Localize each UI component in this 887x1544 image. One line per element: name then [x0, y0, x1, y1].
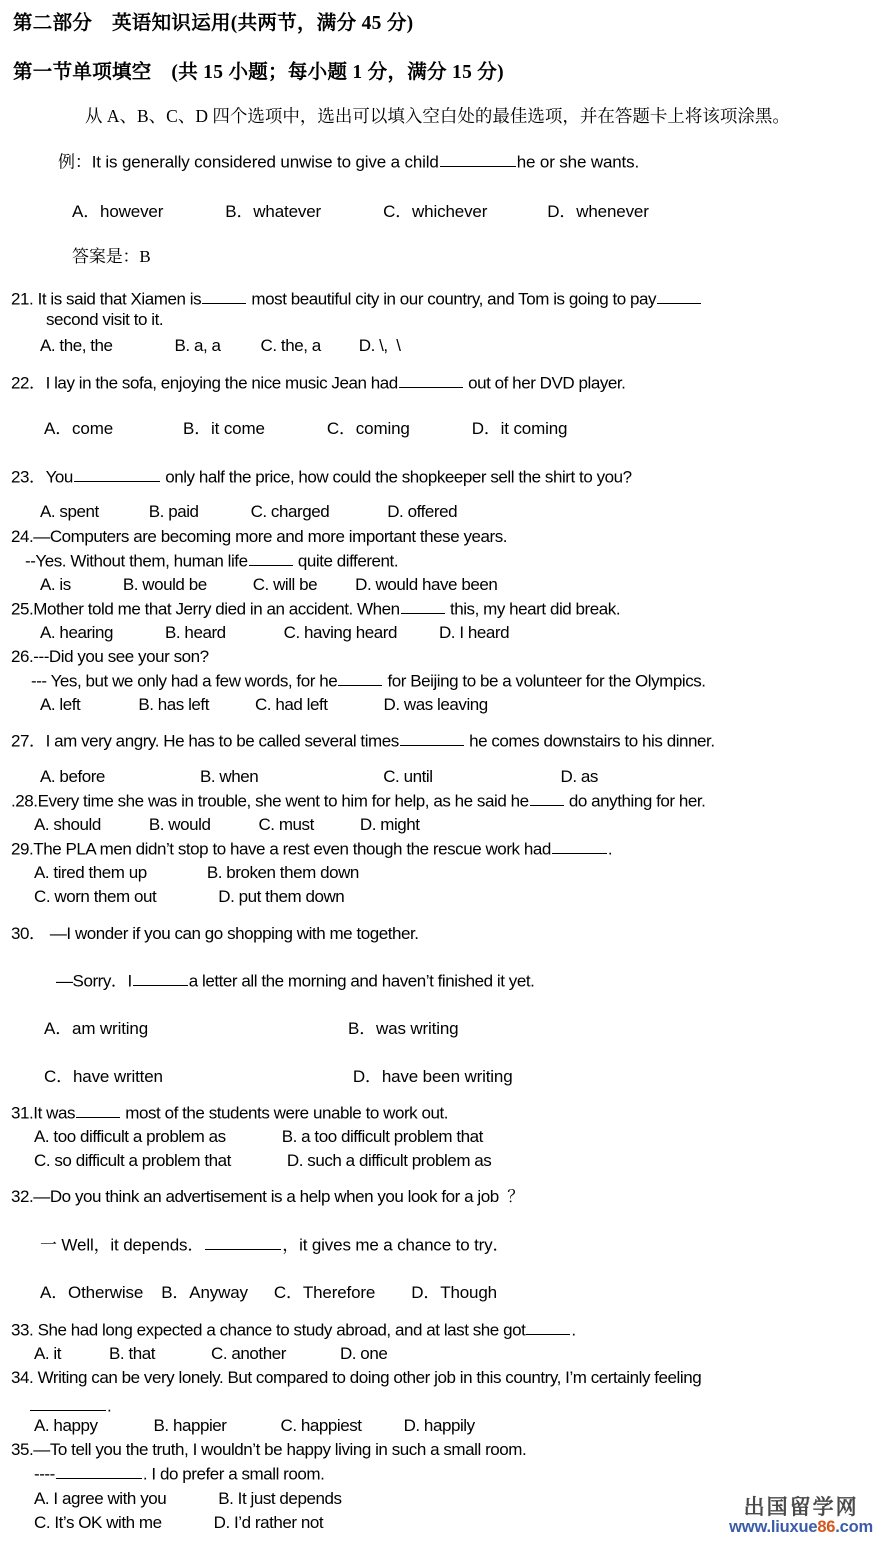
option-c: C. will be — [252, 575, 318, 594]
stem-b: quite different. — [297, 551, 399, 571]
question-22-stem — [11, 373, 625, 392]
watermark-url-accent: 86 — [817, 1517, 836, 1536]
example-options — [72, 202, 649, 221]
option-a: A. before — [40, 767, 105, 786]
blank — [399, 373, 463, 388]
line1: Writing can be very lonely. But compared to doing other job in this country, I’m certainly feeling — [37, 1368, 702, 1387]
watermark-site-name: 出国留学网 — [743, 1494, 859, 1519]
question-23-stem — [11, 467, 632, 486]
example-stem-after: he or she wants. — [516, 152, 640, 172]
option-c: C．have written — [44, 1067, 163, 1086]
option-b: B．Anyway — [161, 1283, 248, 1302]
question-21-line2: second visit to it. — [46, 310, 164, 329]
option-b: B. heard — [165, 623, 226, 642]
option-d: D. \, \ — [358, 336, 401, 355]
option-d: D. was leaving — [383, 695, 488, 714]
stem-b: this, my heart did break. — [449, 599, 621, 619]
stem-a: I lay in the sofa, enjoying the nice music Jean had — [45, 373, 398, 393]
stem-b: a letter all the morning and haven’t finished it yet. — [188, 971, 535, 991]
question-22-options — [44, 419, 567, 438]
blank — [526, 1320, 570, 1335]
blank — [530, 791, 564, 806]
option-a: A．however — [72, 202, 164, 221]
option-b: B. It just depends — [218, 1489, 342, 1508]
option-c: C．whichever — [383, 202, 488, 221]
question-number: 21. — [11, 289, 34, 309]
question-number: 22． — [11, 373, 46, 393]
blank — [401, 599, 445, 614]
option-a: A. should — [34, 815, 101, 834]
option-b: B．whatever — [225, 202, 322, 221]
question-30-line2 — [56, 971, 534, 990]
stem-a: She had long expected a chance to study abroad, and at last she got — [37, 1320, 526, 1340]
option-b: B. would — [148, 815, 211, 834]
question-number: 32. — [11, 1187, 34, 1206]
option-d: D. happily — [403, 1416, 475, 1435]
directions-text: 从 A、B、C、D 四个选项中，选出可以填入空白处的最佳选项，并在答题卡上将该项涂黑。 — [85, 106, 790, 126]
option-b: B. broken them down — [206, 863, 359, 882]
option-a: A. spent — [40, 502, 99, 521]
line1: —Do you think an advertisement is a help when you look for a job ？ — [33, 1187, 524, 1206]
stem-b: he comes downstairs to his dinner. — [469, 731, 715, 751]
question-number: 26. — [11, 647, 34, 666]
option-d: D. I heard — [438, 623, 510, 642]
stem-b: ，it gives me a chance to try． — [282, 1235, 510, 1255]
question-29-options-row1 — [34, 863, 359, 882]
question-29-options-row2 — [34, 887, 344, 906]
watermark-url-part1: www.liuxue — [729, 1517, 818, 1536]
option-a: A. happy — [34, 1416, 98, 1435]
option-c: C. must — [258, 815, 314, 834]
option-c: C. until — [383, 767, 433, 786]
stem-a: Mother told me that Jerry died in an accident. When — [33, 599, 400, 619]
option-d: D．Though — [411, 1283, 497, 1302]
option-d: D. would have been — [355, 575, 498, 594]
blank — [552, 839, 607, 854]
stem-b: only half the price, how could the shopkeeper sell the shirt to you? — [165, 467, 632, 487]
option-c: C. It’s OK with me — [34, 1513, 162, 1532]
option-a: A. left — [40, 695, 81, 714]
option-d: D. such a difficult problem as — [286, 1151, 492, 1170]
question-30-line1 — [11, 924, 419, 943]
question-31-options-row1 — [34, 1127, 483, 1146]
option-b: B. paid — [148, 502, 199, 521]
question-number: 25. — [11, 599, 34, 619]
option-c: C. worn them out — [34, 887, 157, 906]
blank — [76, 1103, 120, 1118]
stem-b: . — [571, 1320, 576, 1340]
blank — [400, 731, 464, 746]
blank — [249, 551, 293, 566]
question-32-line2 — [40, 1235, 509, 1254]
stem-b: for Beijing to be a volunteer for the Olympics. — [387, 671, 706, 691]
blank — [74, 467, 160, 482]
question-26-line2 — [31, 671, 706, 690]
option-c: C. charged — [250, 502, 330, 521]
example-label: 例： — [58, 152, 92, 172]
question-number: 31. — [11, 1103, 34, 1123]
option-d: D．have been writing — [352, 1067, 513, 1086]
stem-a: ---- — [34, 1464, 55, 1484]
question-32-options — [40, 1283, 497, 1302]
stem-b: most beautiful city in our country, and Tom is going to pay — [251, 289, 657, 309]
option-c: C. happiest — [280, 1416, 362, 1435]
option-a: A. it — [34, 1344, 62, 1363]
option-a: A. hearing — [40, 623, 113, 642]
line1: ---Did you see your son? — [33, 647, 209, 666]
stem-a: The PLA men didn’t stop to have a rest even though the rescue work had — [33, 839, 551, 859]
question-32-line1 — [11, 1187, 524, 1206]
option-a: A. I agree with you — [34, 1489, 167, 1508]
question-number: 29. — [11, 839, 34, 859]
line1: —I wonder if you can go shopping with me together. — [49, 924, 419, 943]
question-27-stem — [11, 731, 715, 750]
stem-b: . — [107, 1396, 112, 1416]
question-28-options — [34, 815, 420, 834]
option-c: C．Therefore — [273, 1283, 376, 1302]
stem-b: most of the students were unable to work out. — [125, 1103, 449, 1123]
stem-a: 一 Well，it depends． — [40, 1235, 205, 1255]
question-number: 30． — [11, 924, 46, 943]
question-23-options — [40, 502, 457, 521]
stem-b: . — [607, 839, 613, 859]
subsection-heading: 第一节单项填空 (共 15 小题；每小题 1 分，满分 15 分) — [13, 62, 504, 83]
question-number: 24. — [11, 527, 34, 546]
question-number: 34. — [11, 1368, 34, 1387]
option-a: A. the, the — [40, 336, 113, 355]
example-answer: 答案是：B — [72, 247, 151, 266]
option-a: A. tired them up — [34, 863, 147, 882]
option-d: D. put them down — [218, 887, 345, 906]
blank — [133, 971, 188, 986]
option-a: A. is — [40, 575, 71, 594]
option-b: B. would be — [122, 575, 207, 594]
option-a: A．Otherwise — [40, 1283, 144, 1302]
question-35-line1 — [11, 1440, 526, 1459]
option-d: D. I’d rather not — [213, 1513, 324, 1532]
option-b: B．it come — [183, 419, 265, 438]
question-28-stem — [11, 791, 705, 810]
stem-b: out of her DVD player. — [468, 373, 626, 393]
blank — [205, 1235, 281, 1250]
stem-a: You — [45, 467, 73, 487]
option-d: D．whenever — [547, 202, 649, 221]
question-number: 27． — [11, 731, 46, 751]
question-25-stem — [11, 599, 620, 618]
option-d: D. one — [339, 1344, 388, 1363]
line1: —Computers are becoming more and more important these years. — [33, 527, 508, 546]
stem-b: . I do prefer a small room. — [142, 1464, 325, 1484]
option-a: A．come — [44, 419, 114, 438]
question-31-options-row2 — [34, 1151, 491, 1170]
blank — [56, 1464, 142, 1479]
watermark — [729, 1496, 873, 1536]
watermark-url-part2: .com — [835, 1517, 873, 1536]
question-21-options — [40, 336, 401, 355]
question-34-options — [34, 1416, 475, 1435]
blank — [30, 1396, 106, 1411]
option-d: D. offered — [387, 502, 458, 521]
option-d: D．it coming — [471, 419, 568, 438]
question-26-line1 — [11, 647, 209, 666]
option-b: B. that — [109, 1344, 156, 1363]
question-33-stem — [11, 1320, 576, 1339]
option-c: C. had left — [254, 695, 328, 714]
blank — [338, 671, 382, 686]
question-34-line1 — [11, 1368, 701, 1387]
option-b: B. a, a — [174, 336, 221, 355]
question-number: 33. — [11, 1320, 34, 1340]
option-b: B. happier — [153, 1416, 227, 1435]
option-d: D. as — [560, 767, 598, 786]
stem-b: do anything for her. — [568, 791, 706, 811]
question-26-options — [40, 695, 488, 714]
stem-a: It was — [33, 1103, 75, 1123]
stem-a: Every time she was in trouble, she went to him for help, as he said he — [37, 791, 529, 811]
option-a: A. too difficult a problem as — [34, 1127, 226, 1146]
option-b: B．was writing — [348, 1019, 459, 1038]
option-c: C. the, a — [260, 336, 321, 355]
option-c: C. another — [211, 1344, 286, 1363]
question-33-options — [34, 1344, 387, 1363]
example-blank — [440, 152, 516, 167]
section-heading: 第二部分 英语知识运用(共两节，满分 45 分) — [13, 13, 414, 34]
stem-a: I am very angry. He has to be called several times — [45, 731, 399, 751]
question-35-options-row1 — [34, 1489, 342, 1508]
question-34-blank-line — [29, 1396, 111, 1415]
question-24-line1 — [11, 527, 507, 546]
option-d: D. might — [359, 815, 420, 834]
question-number: .28. — [11, 791, 38, 811]
question-27-options — [40, 767, 598, 786]
question-number: 23． — [11, 467, 46, 487]
example-stem-before: It is generally considered unwise to give a child — [91, 152, 439, 172]
question-21-line1 — [11, 289, 702, 308]
question-29-stem — [11, 839, 612, 858]
blank — [202, 289, 246, 304]
line1: —To tell you the truth, I wouldn’t be happy living in such a small room. — [33, 1440, 527, 1459]
stem-a: —Sorry．I — [56, 971, 132, 991]
option-b: B. a too difficult problem that — [281, 1127, 483, 1146]
question-24-options — [40, 575, 497, 594]
option-b: B. when — [199, 767, 259, 786]
stem-a: --- Yes, but we only had a few words, for he — [31, 671, 338, 691]
question-30-options-row1 — [44, 1019, 458, 1038]
question-35-line2 — [34, 1464, 324, 1483]
watermark-url — [729, 1519, 873, 1536]
question-31-stem — [11, 1103, 448, 1122]
example-stem — [58, 152, 639, 171]
question-30-options-row2 — [44, 1067, 513, 1086]
question-25-options — [40, 623, 509, 642]
stem-a: It is said that Xiamen is — [37, 289, 202, 309]
option-b: B. has left — [138, 695, 209, 714]
question-35-options-row2 — [34, 1513, 323, 1532]
option-c: C．coming — [326, 419, 410, 438]
question-number: 35. — [11, 1440, 34, 1459]
question-24-line2 — [25, 551, 398, 570]
option-c: C. so difficult a problem that — [34, 1151, 231, 1170]
option-a: A．am writing — [44, 1019, 149, 1038]
stem-a: --Yes. Without them, human life — [25, 551, 248, 571]
option-c: C. having heard — [283, 623, 397, 642]
blank-2 — [657, 289, 701, 304]
